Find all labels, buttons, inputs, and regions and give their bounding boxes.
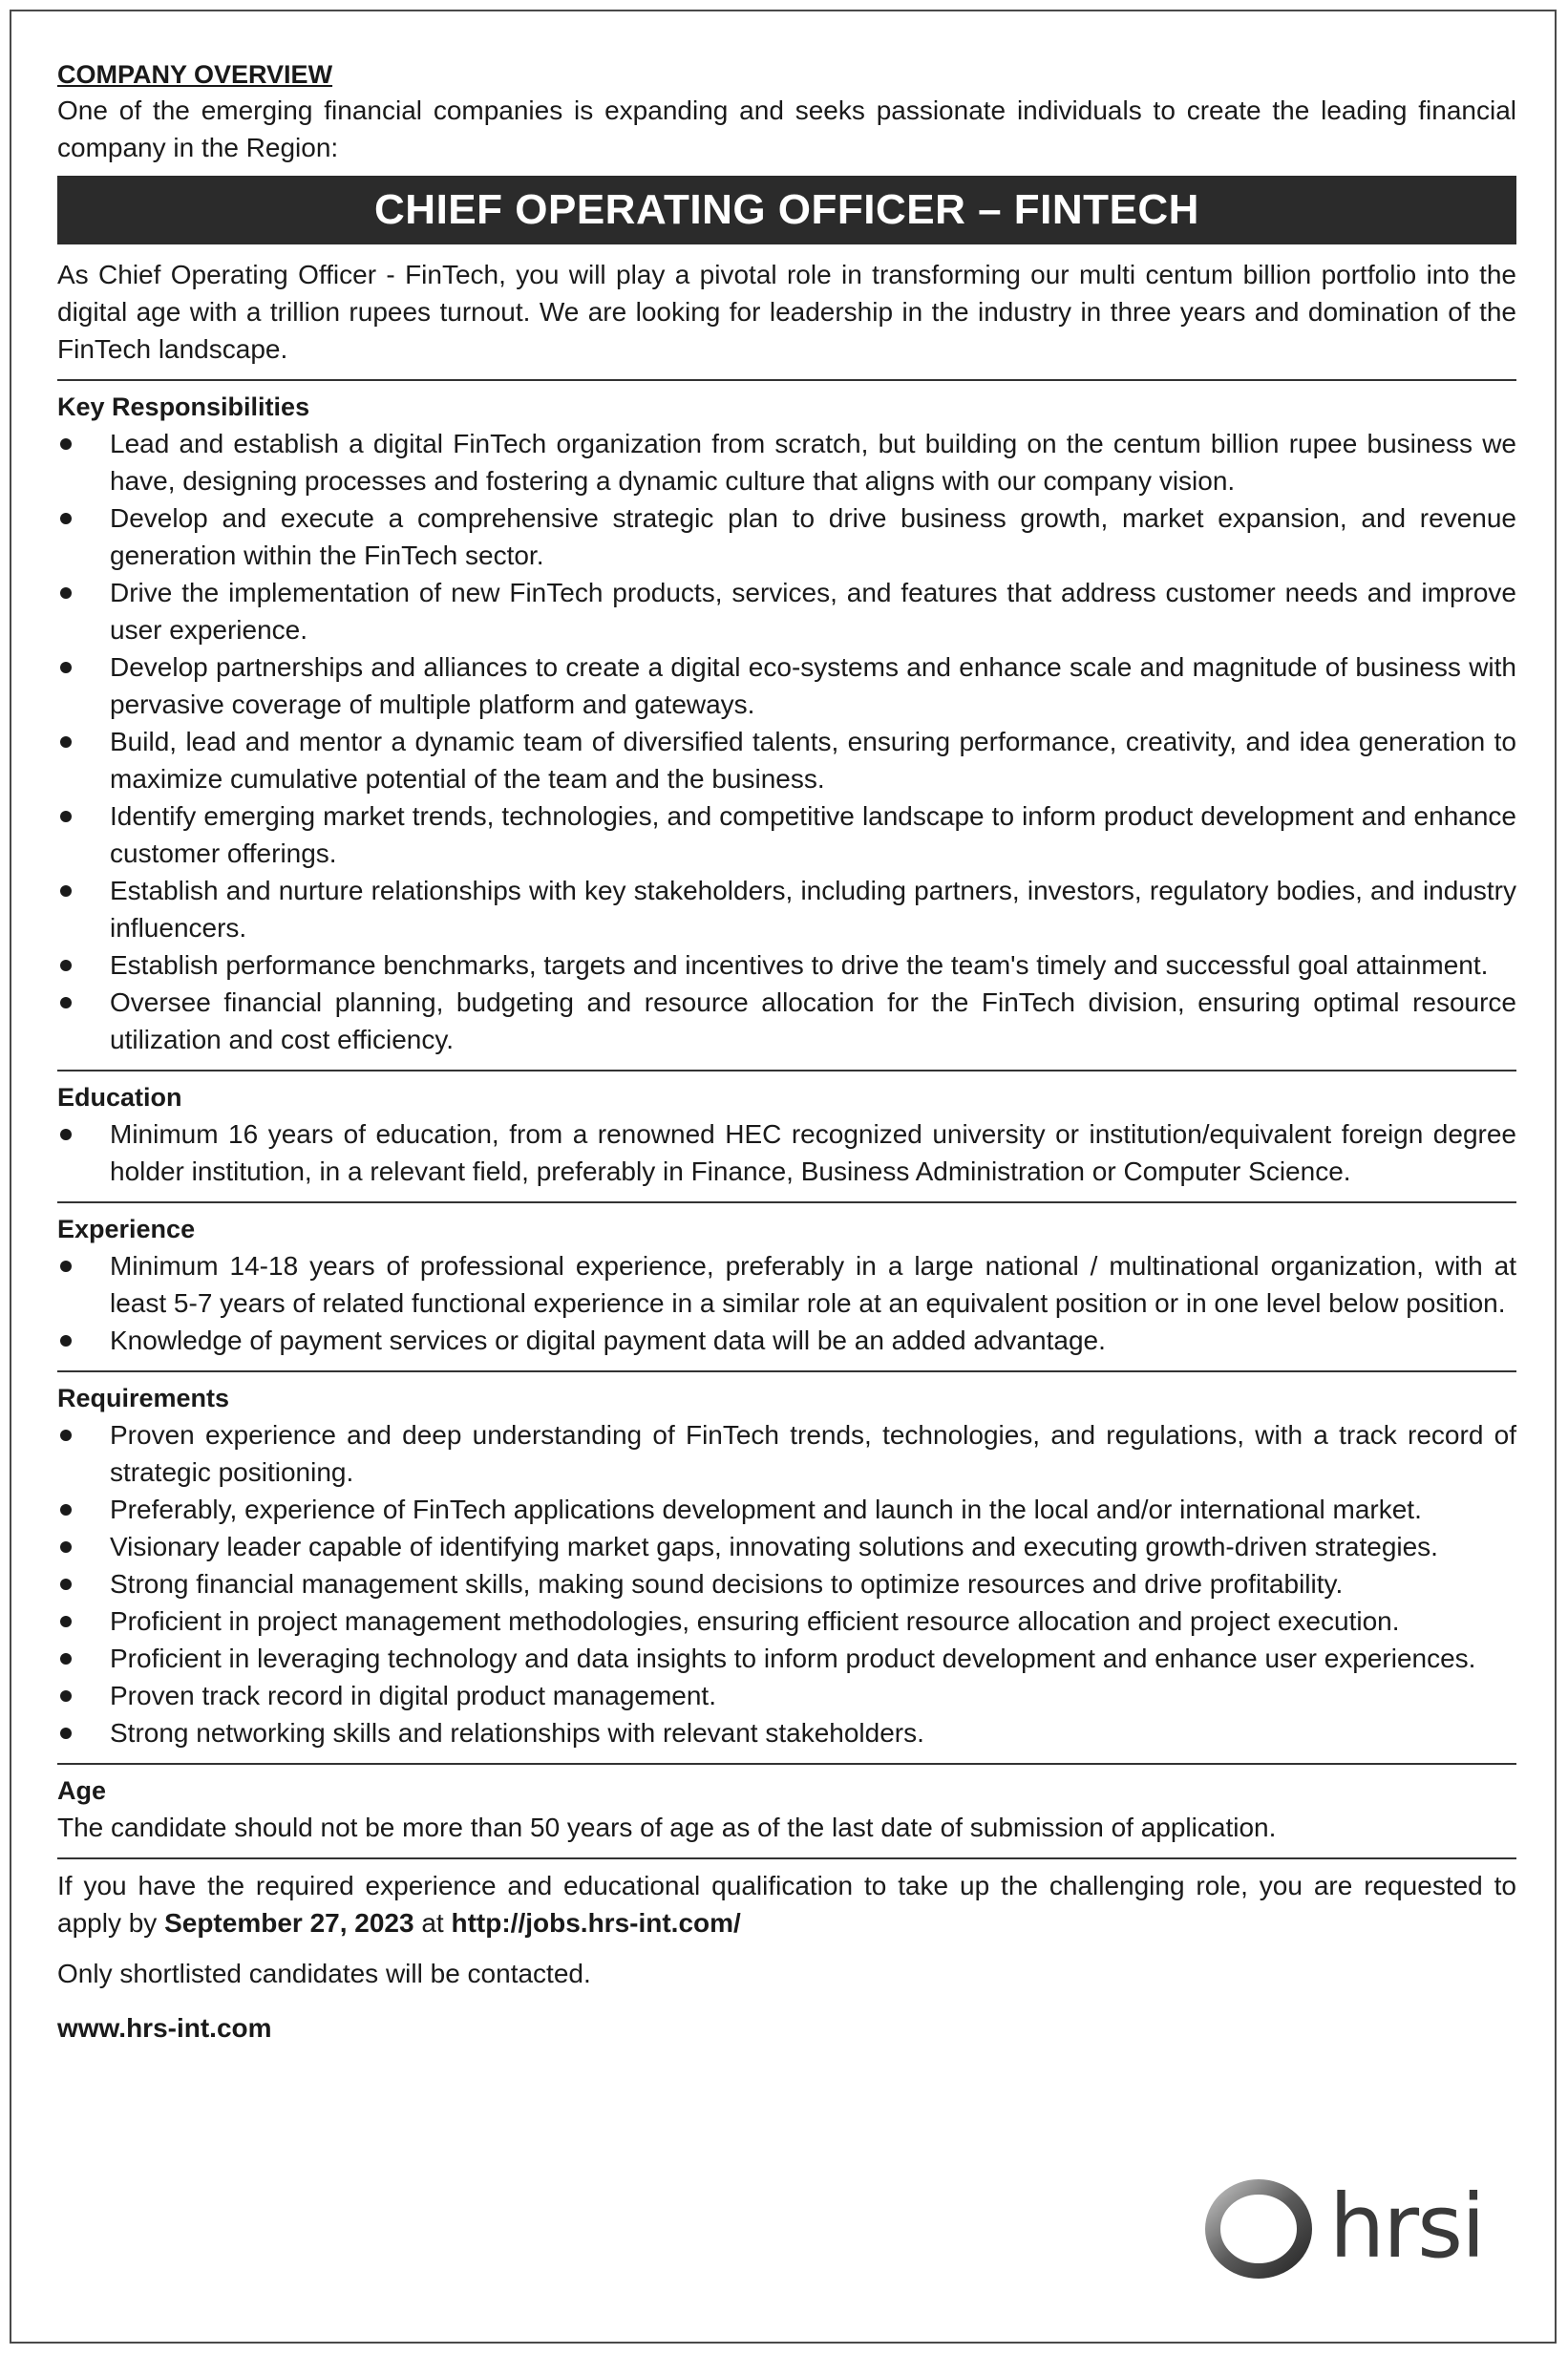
bullet-icon: [60, 1728, 72, 1739]
bullet-icon: [60, 1541, 72, 1553]
list-item-text: Build, lead and mentor a dynamic team of diversified talents, ensuring performance, creativity, and idea generation to maximize cumulative potential of the team and the business.: [110, 727, 1516, 794]
bullet-icon: [60, 960, 72, 971]
education-heading: Education: [57, 1083, 182, 1112]
list-item-text: Proven experience and deep understanding of FinTech trends, technologies, and regulations, with a track record of strategic positioning.: [110, 1420, 1516, 1487]
list-item-text: Visionary leader capable of identifying market gaps, innovating solutions and executing growth-driven strategies.: [110, 1532, 1438, 1561]
education-list: [57, 1115, 1516, 1190]
list-item-text: Lead and establish a digital FinTech organization from scratch, but building on the centum billion rupee business we have, designing processes and fostering a dynamic culture that aligns with our company vision.: [110, 429, 1516, 496]
list-item: [57, 1602, 1516, 1640]
list-item: [57, 1565, 1516, 1602]
bullet-icon: [60, 811, 72, 822]
list-item: [57, 1416, 1516, 1491]
list-item-text: Strong financial management skills, making sound decisions to optimize resources and drive profitability.: [110, 1569, 1344, 1599]
list-item: [57, 1247, 1516, 1322]
section-divider: [57, 1370, 1516, 1372]
section-divider: [57, 1201, 1516, 1203]
bullet-icon: [60, 1129, 72, 1140]
apply-text-mid: at: [413, 1908, 452, 1938]
list-item: [57, 1714, 1516, 1751]
list-item-text: Develop and execute a comprehensive strategic plan to drive business growth, market expansion, and revenue generation within the FinTech sector.: [110, 503, 1516, 570]
requirements-heading: Requirements: [57, 1384, 230, 1412]
website-link[interactable]: www.hrs-int.com: [57, 2013, 272, 2043]
list-item-text: Strong networking skills and relationships with relevant stakeholders.: [110, 1718, 924, 1748]
section-divider: [57, 1070, 1516, 1071]
bullet-icon: [60, 1653, 72, 1665]
bullet-icon: [60, 736, 72, 748]
job-title-banner: CHIEF OPERATING OFFICER – FINTECH: [57, 176, 1516, 244]
list-item: [57, 797, 1516, 872]
apply-url-link[interactable]: http://jobs.hrs-int.com/: [451, 1908, 741, 1938]
bullet-icon: [60, 1430, 72, 1441]
bullet-icon: [60, 438, 72, 450]
list-item: [57, 648, 1516, 723]
list-item: [57, 425, 1516, 499]
list-item-text: Proven track record in digital product management.: [110, 1681, 716, 1710]
bullet-icon: [60, 997, 72, 1008]
list-item-text: Proficient in project management methodologies, ensuring efficient resource allocation and project execution.: [110, 1606, 1400, 1636]
company-overview-text: One of the emerging financial companies is expanding and seeks passionate individuals to create the leading financial company in the Region:: [57, 95, 1516, 162]
shortlist-note: Only shortlisted candidates will be contacted.: [57, 1959, 591, 1988]
job-advertisement: [57, 57, 1516, 2047]
age-heading: Age: [57, 1776, 107, 1805]
experience-list: [57, 1247, 1516, 1359]
list-item: [57, 574, 1516, 648]
bullet-icon: [60, 1616, 72, 1627]
list-item-text: Preferably, experience of FinTech applications development and launch in the local and/or international market.: [110, 1495, 1422, 1524]
list-item: [57, 1640, 1516, 1677]
list-item: [57, 1677, 1516, 1714]
list-item: [57, 499, 1516, 574]
responsibilities-list: [57, 425, 1516, 1058]
section-divider: [57, 1857, 1516, 1859]
bullet-icon: [60, 1261, 72, 1272]
list-item-text: Knowledge of payment services or digital payment data will be an added advantage.: [110, 1326, 1106, 1355]
bullet-icon: [60, 1690, 72, 1702]
bullet-icon: [60, 513, 72, 524]
bullet-icon: [60, 662, 72, 673]
apply-instructions: [57, 1867, 1516, 1941]
bullet-icon: [60, 587, 72, 599]
bullet-icon: [60, 1335, 72, 1347]
logo-ring-icon: [1205, 2174, 1312, 2281]
role-intro: As Chief Operating Officer - FinTech, you will play a pivotal role in transforming our multi centum billion portfolio into the digital age with a trillion rupees turnout. We are looking for leadership in the industry in three years and domination of the FinTech landscape.: [57, 260, 1516, 364]
list-item: [57, 1528, 1516, 1565]
bullet-icon: [60, 1579, 72, 1590]
list-item-text: Proficient in leveraging technology and data insights to inform product development and enhance user experiences.: [110, 1644, 1476, 1673]
list-item: [57, 1115, 1516, 1190]
list-item-text: Drive the implementation of new FinTech products, services, and features that address customer needs and improve user experience.: [110, 578, 1516, 645]
section-divider: [57, 379, 1516, 381]
list-item-text: Develop partnerships and alliances to create a digital eco-systems and enhance scale and magnitude of business with pervasive coverage of multiple platform and gateways.: [110, 652, 1516, 719]
list-item-text: Establish performance benchmarks, targets and incentives to drive the team's timely and successful goal attainment.: [110, 950, 1489, 980]
list-item-text: Minimum 16 years of education, from a renowned HEC recognized university or institution/equivalent foreign degree holder institution, in a relevant field, preferably in Finance, Business Administration or Computer Science.: [110, 1119, 1516, 1186]
list-item: [57, 872, 1516, 946]
experience-heading: Experience: [57, 1215, 196, 1243]
list-item: [57, 946, 1516, 984]
list-item: [57, 984, 1516, 1058]
bullet-icon: [60, 885, 72, 897]
list-item-text: Establish and nurture relationships with key stakeholders, including partners, investors, regulatory bodies, and industry influencers.: [110, 876, 1516, 943]
list-item-text: Identify emerging market trends, technologies, and competitive landscape to inform product development and enhance customer offerings.: [110, 801, 1516, 868]
company-overview-heading: COMPANY OVERVIEW: [57, 60, 333, 89]
list-item: [57, 1491, 1516, 1528]
logo-wordmark: hrsi: [1329, 2175, 1484, 2278]
hrsi-logo: [1205, 2174, 1520, 2288]
age-text: The candidate should not be more than 50 years of age as of the last date of submission of application.: [57, 1813, 1277, 1842]
apply-text: If you have the required experience and educational qualification to take up the challenging role, you are requested to apply by: [57, 1871, 1516, 1938]
list-item: [57, 1322, 1516, 1359]
responsibilities-heading: Key Responsibilities: [57, 392, 310, 421]
list-item: [57, 723, 1516, 797]
requirements-list: [57, 1416, 1516, 1751]
section-divider: [57, 1763, 1516, 1765]
bullet-icon: [60, 1504, 72, 1516]
list-item-text: Oversee financial planning, budgeting and resource allocation for the FinTech division, ensuring optimal resource utilization and cost efficiency.: [110, 987, 1516, 1054]
apply-deadline: September 27, 2023: [164, 1908, 414, 1938]
list-item-text: Minimum 14-18 years of professional experience, preferably in a large national / multinational organization, with at least 5-7 years of related functional experience in a similar role at an equivalent position or in one level below position.: [110, 1251, 1516, 1318]
